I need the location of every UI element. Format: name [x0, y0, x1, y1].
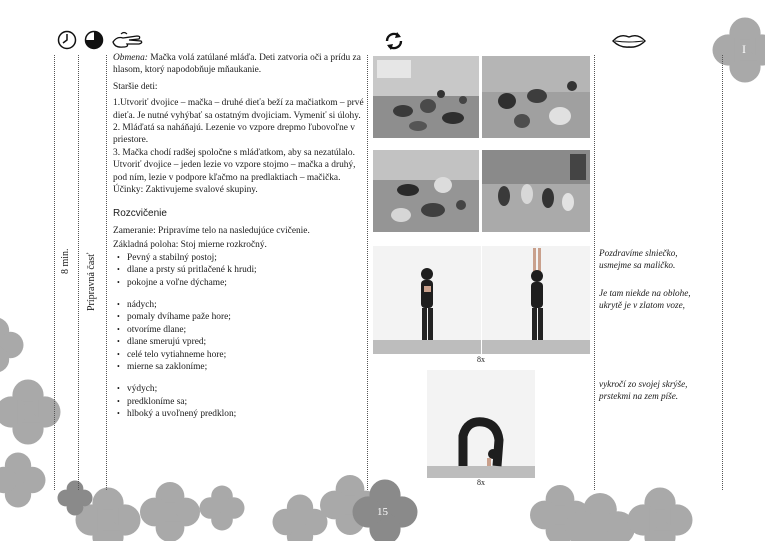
paragraph-older-children: Staršie deti: [113, 81, 158, 92]
list-item: • mierne sa zakloníme; [117, 361, 365, 373]
list-item: • nádych; [117, 299, 365, 311]
poem-stanza-1: Pozdravíme slniečko, usmejme sa maličko. [599, 248, 678, 270]
list-item: • predkloníme sa; [117, 396, 365, 408]
list-inhale [113, 299, 365, 373]
list-item: • hlboký a uvoľnený predklon; [117, 408, 365, 420]
paragraph-step-2: 2. Mláďatá sa naháňajú. Lezenie vo vzpore drepmo ľubovoľne v priestore. [113, 123, 355, 146]
list-item: • pokojne a voľne dýchame; [117, 277, 365, 289]
paragraph-step-3: 3. Mačka chodí radšej spoločne s mláďatkom, aby sa nezatúlalo. Utvoriť dvojice – jeden lezie vo vzpore stojmo – mačka a druhý, pod ním, lezie v podpore kľačmo na predlaktiach – mačička. [113, 147, 356, 183]
list-item: • pomaly dvíhame paže hore; [117, 311, 365, 323]
column-divider-6 [722, 55, 723, 490]
photo-exercise-standing [373, 246, 481, 354]
phase-label: Prípravná časť [86, 252, 97, 311]
time-label: 8 min. [60, 248, 71, 274]
section-tab-label: I [742, 42, 746, 56]
column-divider-3 [106, 55, 107, 490]
photo-exercise-forward-bend [427, 370, 535, 478]
poem-stanza-2: Je tam niekde na oblohe, ukrytě je v zlatom voze, [599, 288, 691, 310]
list-item: • výdych; [117, 383, 365, 395]
photo-classroom-1 [373, 56, 479, 138]
photo-classroom-4 [482, 150, 590, 232]
section-heading: Rozcvičenie [113, 208, 167, 220]
column-divider-1 [54, 55, 55, 490]
list-item: • otvoríme dlane; [117, 324, 365, 336]
paragraph-step-1: 1.Utvoriť dvojice – mačka – druhé dieťa beží za mačiatkom – prvé dieťa. Je nutné vyhýbať sa ostatným dvojiciam. Vymeniť si úlohy. [113, 98, 364, 121]
photo-classroom-2 [482, 56, 590, 138]
list-item: • Pevný a stabilný postoj; [117, 252, 365, 264]
hand-icon [111, 30, 145, 50]
photo-caption-repeat: 8x [477, 355, 485, 364]
paragraph-focus: Zameranie: Pripravíme telo na nasledujúce cvičenie. [113, 225, 310, 236]
content-column [113, 52, 365, 421]
column-divider-5 [594, 55, 595, 490]
lips-icon [612, 33, 646, 49]
column-divider-2 [78, 55, 79, 490]
photo-classroom-3 [373, 150, 479, 232]
paragraph-base-position: Základná poloha: Stoj mierne rozkročný. [113, 240, 267, 251]
pie-chart-icon [84, 30, 104, 50]
list-item: • dlane a prsty sú pritlačené k hrudi; [117, 264, 365, 276]
paragraph-effects: Účinky: Zaktivujeme svalové skupiny. [113, 185, 258, 196]
repeat-icon [383, 30, 405, 52]
list-item: • celé telo vytiahneme hore; [117, 349, 365, 361]
photo-caption-repeat: 8x [477, 478, 485, 487]
photo-exercise-arms-up [482, 246, 590, 354]
clock-icon [57, 30, 77, 50]
page-number: 15 [377, 506, 388, 518]
poem-stanza-3: vykročí zo svojej skrýše, prstekmi na zem píše. [599, 379, 688, 401]
column-divider-4 [367, 55, 368, 490]
list-item: • dlane smerujú vpred; [117, 336, 365, 348]
list-start [113, 252, 365, 289]
paragraph-variation: Obmena: Mačka volá zatúlané mláďa. Deti zatvoria oči a prídu za hlasom, ktorý napodobňuje mňaukanie. [113, 53, 361, 76]
list-exhale [113, 383, 365, 420]
